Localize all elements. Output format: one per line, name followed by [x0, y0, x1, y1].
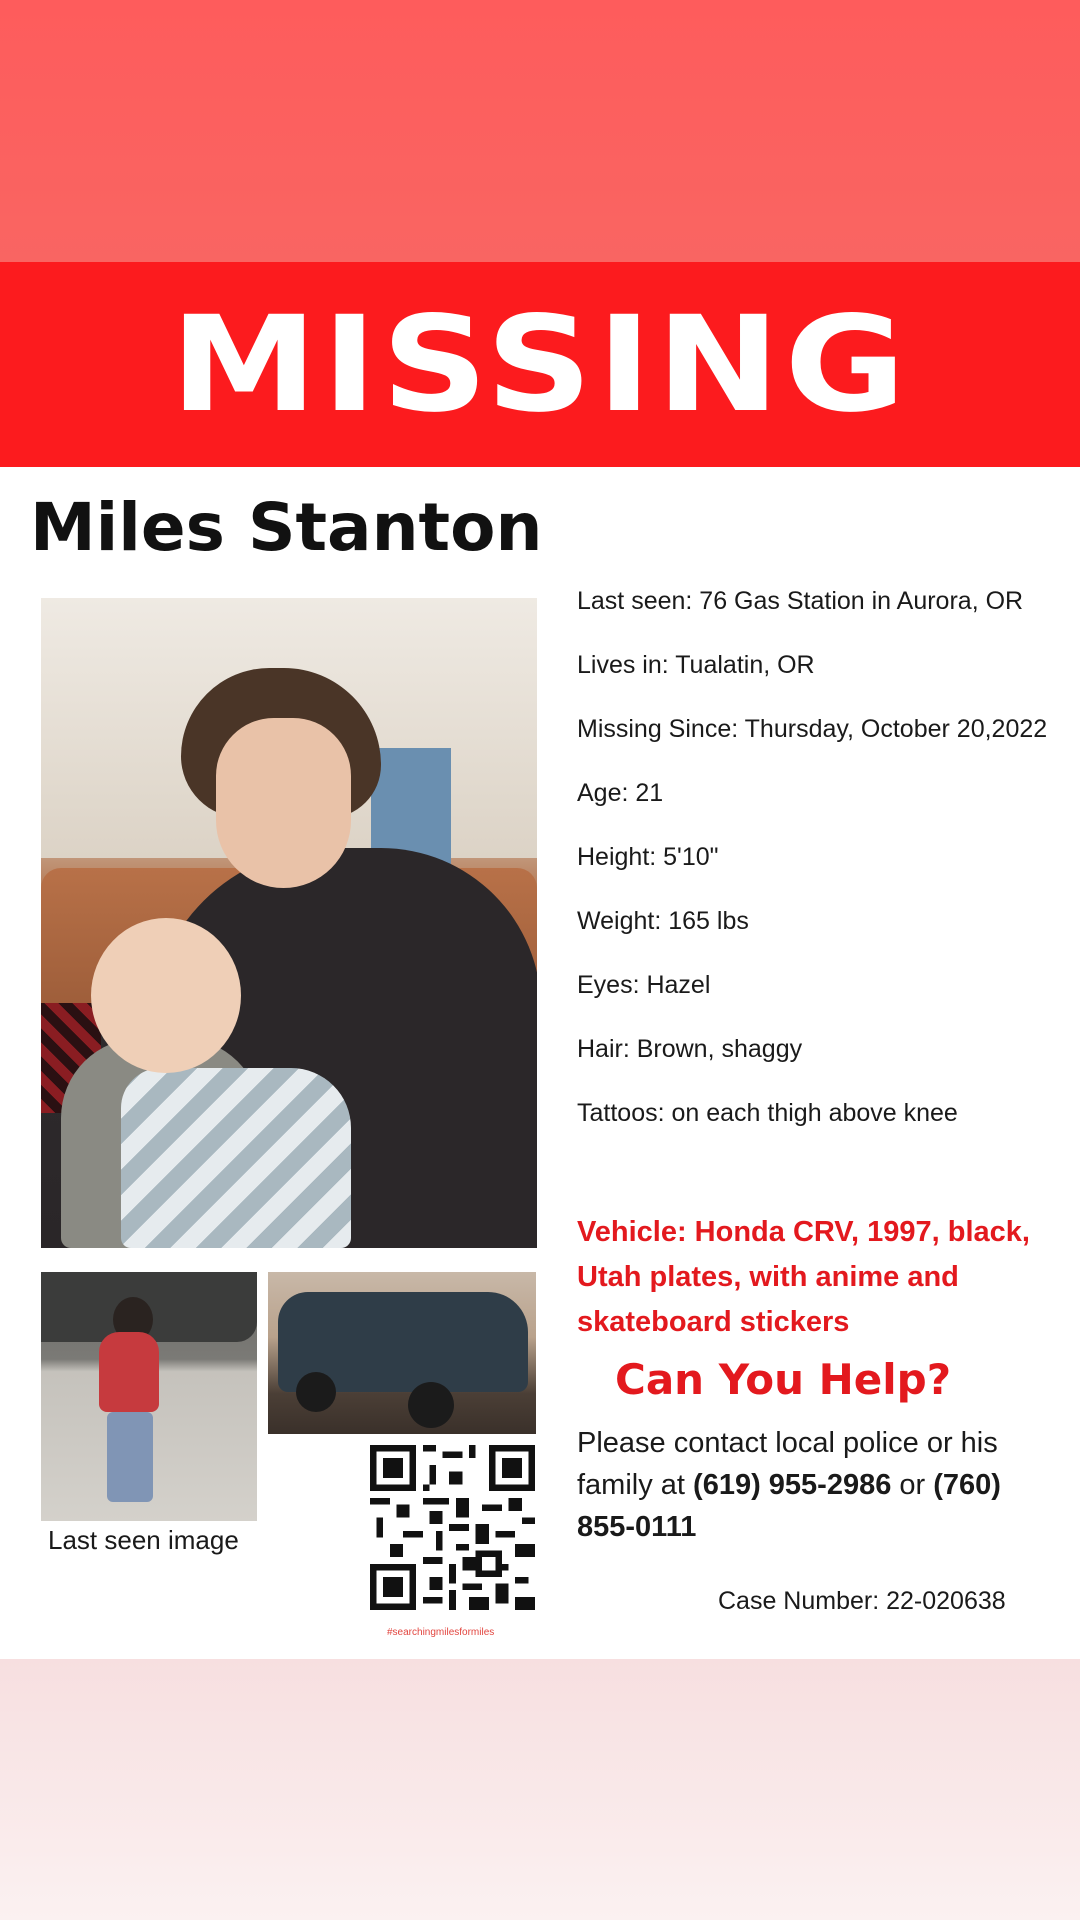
hashtag: #searchingmilesformiles	[387, 1627, 495, 1638]
qr-code-icon[interactable]	[370, 1445, 535, 1610]
contact-info	[577, 1422, 1057, 1548]
contact-middle: or	[891, 1469, 934, 1501]
person-name: Miles Stanton	[30, 489, 543, 566]
detail-hair: Hair: Brown, shaggy	[577, 1035, 803, 1063]
bottom-band	[0, 1659, 1080, 1920]
detail-lives-in: Lives in: Tualatin, OR	[577, 651, 815, 679]
banner-title: MISSING	[170, 287, 910, 442]
phone-number-1[interactable]: (619) 955-2986	[693, 1469, 892, 1501]
detail-height: Height: 5'10"	[577, 843, 719, 871]
top-band	[0, 0, 1080, 262]
contact-prefix: Please contact local police or his family at	[577, 1427, 998, 1501]
photo-caption: Last seen image	[48, 1525, 239, 1555]
detail-tattoos: Tattoos: on each thigh above knee	[577, 1099, 958, 1127]
details-list	[577, 586, 1057, 1162]
call-to-action: Can You Help?	[615, 1355, 952, 1404]
detail-last-seen: Last seen: 76 Gas Station in Aurora, OR	[577, 587, 1024, 615]
phone-number-2[interactable]: (760) 855-0111	[577, 1469, 1001, 1543]
vehicle-photo	[268, 1272, 536, 1434]
last-seen-photo	[41, 1272, 257, 1521]
vehicle-description: Vehicle: Honda CRV, 1997, black, Utah plates, with anime and skateboard stickers	[577, 1216, 1030, 1338]
detail-weight: Weight: 165 lbs	[577, 907, 749, 935]
detail-missing-since: Missing Since: Thursday, October 20,2022	[577, 715, 1048, 743]
detail-eyes: Eyes: Hazel	[577, 971, 711, 999]
missing-banner	[0, 262, 1080, 467]
detail-age: Age: 21	[577, 779, 664, 807]
main-photo	[41, 598, 537, 1248]
case-number: Case Number: 22-020638	[718, 1587, 1006, 1615]
